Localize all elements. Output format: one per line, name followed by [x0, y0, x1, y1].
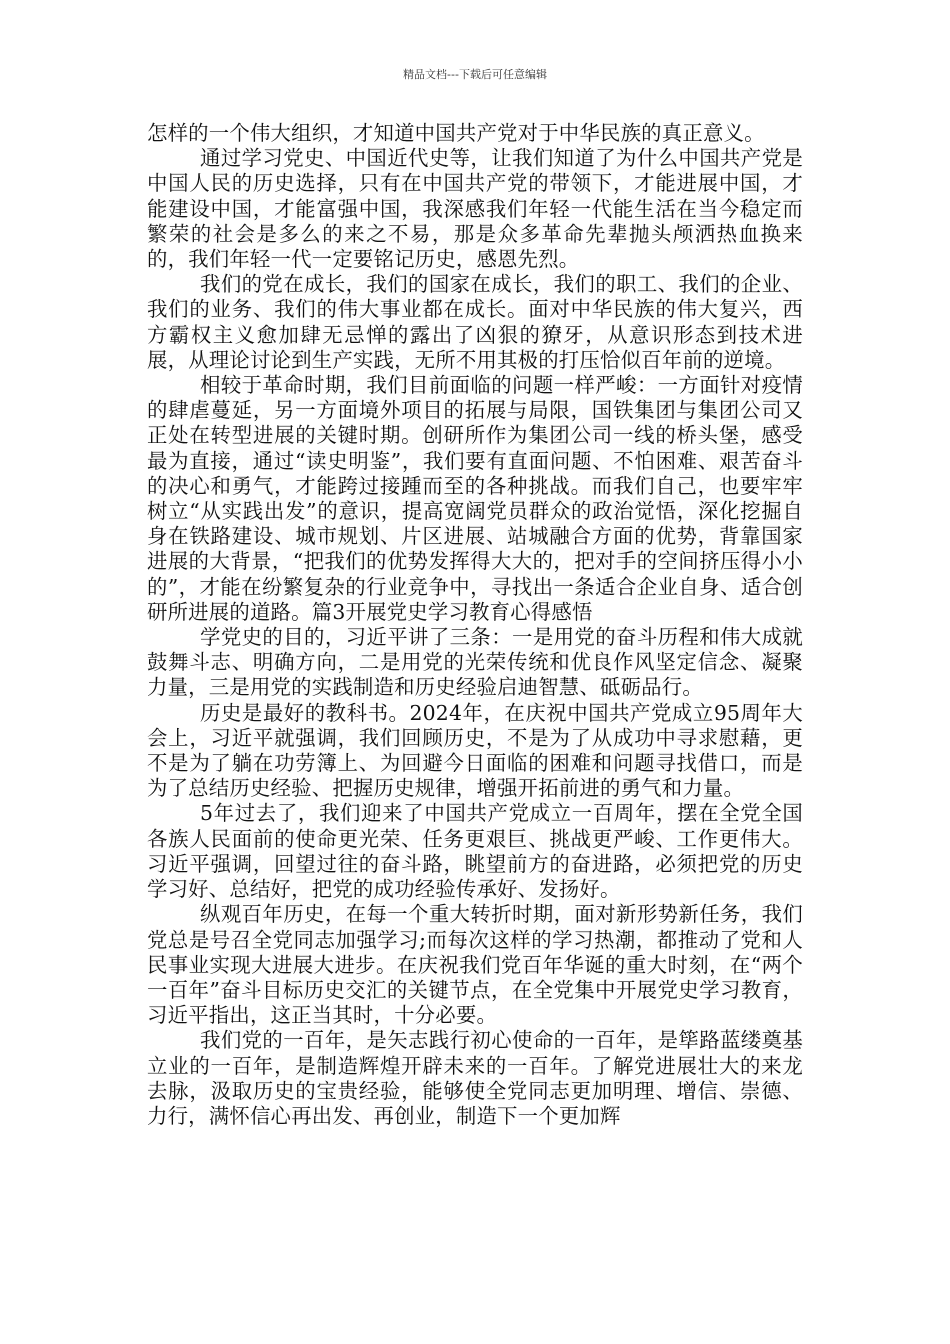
paragraph: 怎样的一个伟大组织，才知道中国共产党对于中华民族的真正意义。 [147, 121, 765, 145]
document-body [147, 121, 803, 1129]
paragraph: 我们的党在成长，我们的国家在成长，我们的职工、我们的企业、我们的业务、我们的伟大事业都在成长。面对中华民族的伟大复兴，西方霸权主义愈加肆无忌惮的露出了凶狠的獠牙，从意识形态到技术进展，从理论讨论到生产实践，无所不用其极的打压恰似百年前的逆境。 [147, 272, 803, 372]
page-header: 精品文档---下载后可任意编辑 [403, 68, 547, 81]
paragraph: 我们党的一百年，是矢志践行初心使命的一百年，是筚路蓝缕奠基立业的一百年，是制造辉煌开辟未来的一百年。了解党进展壮大的来龙去脉，汲取历史的宝贵经验，能够使全党同志更加明理、增信、崇德、力行，满怀信心再出发、再创业，制造下一个更加辉 [147, 1028, 803, 1128]
paragraph: 通过学习党史、中国近代史等，让我们知道了为什么中国共产党是中国人民的历史选择，只有在中国共产党的带领下，才能进展中国，才能建设中国，才能富强中国，我深感我们年轻一代能生活在当今稳定而繁荣的社会是多么的来之不易，那是众多革命先辈抛头颅洒热血换来的，我们年轻一代一定要铭记历史，感恩先烈。 [147, 146, 803, 272]
paragraph: 学党史的目的，习近平讲了三条：一是用党的奋斗历程和伟大成就鼓舞斗志、明确方向，二是用党的光荣传统和优良作风坚定信念、凝聚力量，三是用党的实践制造和历史经验启迪智慧、砥砺品行。 [147, 625, 803, 700]
paragraph: 相较于革命时期，我们目前面临的问题一样严峻：一方面针对疫情的肆虐蔓延，另一方面境外项目的拓展与局限，国铁集团与集团公司又正处在转型进展的关键时期。创研所作为集团公司一线的桥头堡，感受最为直接，通过“读史明鉴”，我们要有直面问题、不怕困难、艰苦奋斗的决心和勇气，才能跨过接踵而至的各种挑战。而我们自己，也要牢牢树立“从实践出发”的意识，提高宽阔党员群众的政治觉悟，深化挖掘自身在铁路建设、城市规划、片区进展、站城融合方面的优势，背靠国家进展的大背景，“把我们的优势发挥得大大的，把对手的空间挤压得小小的”，才能在纷繁复杂的行业竞争中，寻找出一条适合企业自身、适合创研所进展的道路。篇3开展党史学习教育心得感悟 [147, 373, 803, 624]
paragraph: 5年过去了，我们迎来了中国共产党成立一百周年，摆在全党全国各族人民面前的使命更光荣、任务更艰巨、挑战更严峻、工作更伟大。习近平强调，回望过往的奋斗路，眺望前方的奋进路，必须把党的历史学习好、总结好，把党的成功经验传承好、发扬好。 [147, 801, 803, 902]
paragraph: 历史是最好的教科书。2024年，在庆祝中国共产党成立95周年大会上，习近平就强调，我们回顾历史，不是为了从成功中寻求慰藉，更不是为了躺在功劳簿上、为回避今日面临的困难和问题寻找借口，而是为了总结历史经验、把握历史规律，增强开拓前进的勇气和力量。 [147, 700, 803, 801]
paragraph: 纵观百年历史，在每一个重大转折时期，面对新形势新任务，我们党总是号召全党同志加强学习;而每次这样的学习热潮，都推动了党和人民事业实现大进展大进步。在庆祝我们党百年华诞的重大时刻，在“两个一百年”奋斗目标历史交汇的关键节点，在全党集中开展党史学习教育，习近平指出，这正当其时，十分必要。 [147, 902, 803, 1028]
